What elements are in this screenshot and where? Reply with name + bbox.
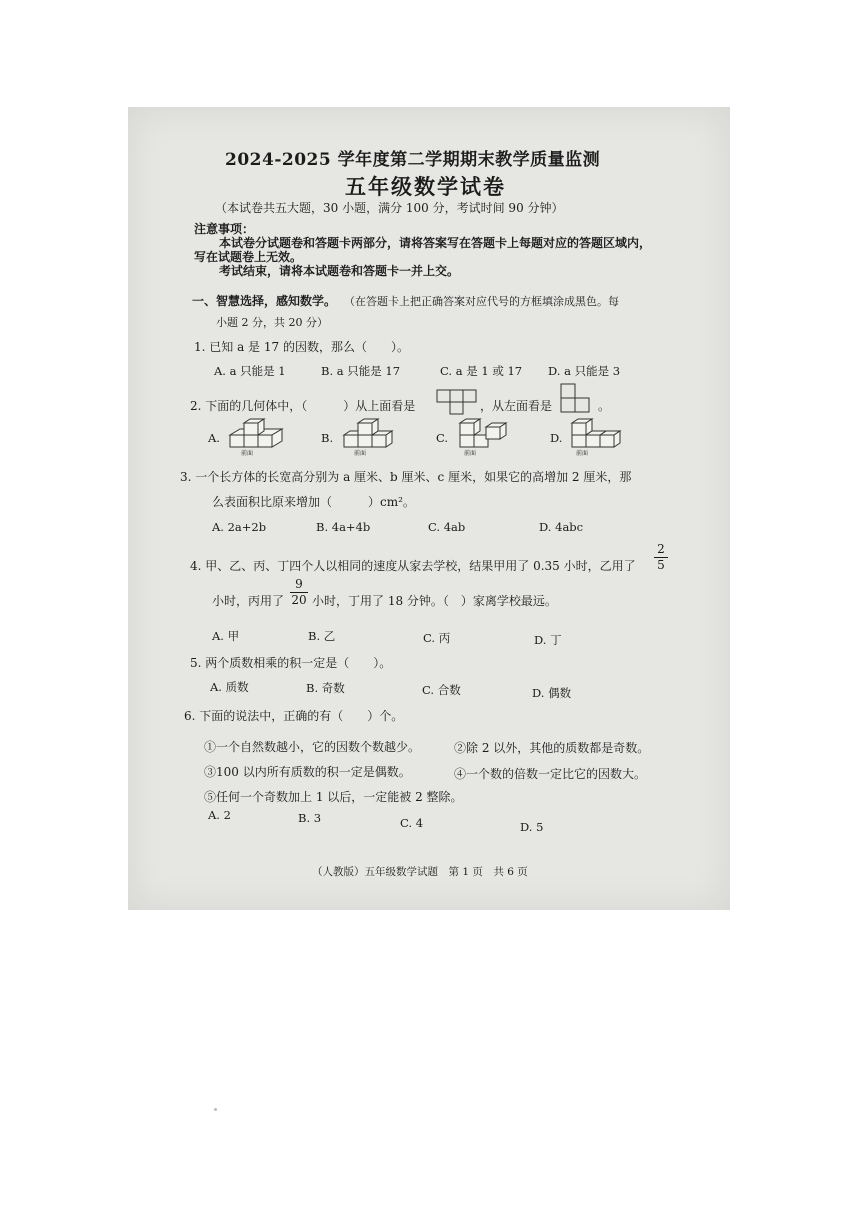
q5-option-a: A. 质数: [210, 680, 249, 694]
q4-fraction-2-denominator: 20: [291, 593, 307, 607]
q4-option-c: C. 丙: [423, 631, 451, 645]
section-1-score: 小题 2 分，共 20 分）: [216, 316, 328, 329]
q2-stem-a: 2. 下面的几何体中，（ ）从上面看是: [190, 399, 416, 413]
exam-title: 2024-2025 学年度第二学期期末教学质量监测: [225, 150, 601, 170]
q6-statement-4: ④一个数的倍数一定比它的因数大。: [454, 767, 647, 781]
q1-option-b: B. a 只能是 17: [321, 364, 401, 378]
cube-caption-a: 前面: [241, 450, 254, 457]
q1-option-d: D. a 只能是 3: [548, 364, 621, 378]
q4-stem-c: 小时，丁用了 18 分钟。（ ）家离学校最远。: [312, 594, 557, 608]
exam-subtitle: 五年级数学试卷: [345, 174, 506, 199]
q6-stem: 6. 下面的说法中，正确的有（ ）个。: [184, 709, 404, 723]
exam-info: （本试卷共五大题，30 小题，满分 100 分，考试时间 90 分钟）: [215, 201, 564, 215]
q2-stem-c: 。: [598, 399, 611, 413]
cube-figure-a: [226, 415, 286, 453]
q6-option-b: B. 3: [298, 811, 322, 825]
q2-option-d: D.: [550, 431, 563, 445]
q6-option-a: A. 2: [208, 808, 231, 822]
q5-stem: 5. 两个质数相乘的积一定是（ ）。: [190, 656, 392, 670]
q3-stem-b: 么表面积比原来增加（ ）cm²。: [212, 495, 415, 509]
cube-figure-c: [456, 413, 508, 453]
q2-option-b: B.: [321, 431, 334, 445]
q4-option-b: B. 乙: [308, 629, 336, 643]
q3-stem-a: 3. 一个长方体的长宽高分别为 a 厘米、b 厘米、c 厘米，如果它的高增加 2 厘米，那: [180, 470, 632, 484]
q4-fraction-nine-twentieths: [290, 578, 308, 607]
q6-option-c: C. 4: [400, 816, 424, 830]
q6-statement-2: ②除 2 以外，其他的质数都是奇数。: [454, 741, 650, 755]
q3-option-d: D. 4abc: [539, 520, 584, 534]
left-view-figure: [560, 383, 594, 413]
q6-statement-5: ⑤任何一个奇数加上 1 以后，一定能被 2 整除。: [204, 790, 463, 804]
q4-fraction-1-denominator: 5: [657, 558, 665, 572]
page-footer: （人教版）五年级数学试题 第 1 页 共 6 页: [312, 866, 528, 878]
q4-stem-b: 小时，丙用了: [212, 594, 285, 608]
q1-stem: 1. 已知 a 是 17 的因数，那么（ ）。: [194, 340, 409, 354]
q3-option-c: C. 4ab: [428, 520, 466, 534]
section-1-heading: 一、智慧选择，感知数学。: [192, 294, 337, 308]
q4-fraction-two-fifths: [654, 543, 668, 572]
top-view-figure: [436, 389, 480, 415]
notes-line-3: 考试结束，请将本试题卷和答题卡一并上交。: [219, 264, 460, 278]
q6-statement-1: ①一个自然数越小，它的因数个数越少。: [204, 740, 421, 754]
q1-option-a: A. a 只能是 1: [214, 364, 286, 378]
q4-option-d: D. 丁: [534, 633, 562, 647]
q3-option-a: A. 2a+2b: [212, 520, 267, 534]
stray-dot: [214, 1108, 217, 1111]
q4-fraction-1-numerator: 2: [657, 542, 665, 556]
notes-line-2: 写在试题卷上无效。: [194, 250, 303, 264]
q2-stem-b: ，从左面看是: [480, 399, 553, 413]
cube-caption-d: 前面: [576, 450, 589, 457]
q5-option-c: C. 合数: [422, 683, 461, 697]
q4-stem-a: 4. 甲、乙、丙、丁四个人以相同的速度从家去学校，结果甲用了 0.35 小时，乙用了: [190, 559, 636, 573]
cube-figure-b: [340, 413, 394, 453]
q4-fraction-2-numerator: 9: [295, 577, 303, 591]
section-1-instruction: （在答题卡上把正确答案对应代号的方框填涂成黑色。每: [344, 295, 619, 308]
q5-option-b: B. 奇数: [306, 681, 345, 695]
q6-option-d: D. 5: [520, 820, 544, 834]
q6-statement-3: ③100 以内所有质数的积一定是偶数。: [204, 765, 411, 779]
q1-option-c: C. a 是 1 或 17: [440, 364, 523, 378]
q2-option-c: C.: [436, 431, 449, 445]
q2-option-a: A.: [208, 431, 220, 445]
cube-caption-c: 前面: [464, 450, 477, 457]
notes-heading: 注意事项：: [194, 222, 255, 236]
q4-option-a: A. 甲: [212, 629, 240, 643]
q3-option-b: B. 4a+4b: [316, 520, 371, 534]
exam-photo: [128, 107, 730, 910]
notes-line-1: 本试卷分试题卷和答题卡两部分，请将答案写在答题卡上每题对应的答题区域内，: [219, 236, 652, 250]
cube-caption-b: 前面: [354, 450, 367, 457]
q5-option-d: D. 偶数: [532, 686, 572, 700]
cube-figure-d: [568, 411, 620, 453]
